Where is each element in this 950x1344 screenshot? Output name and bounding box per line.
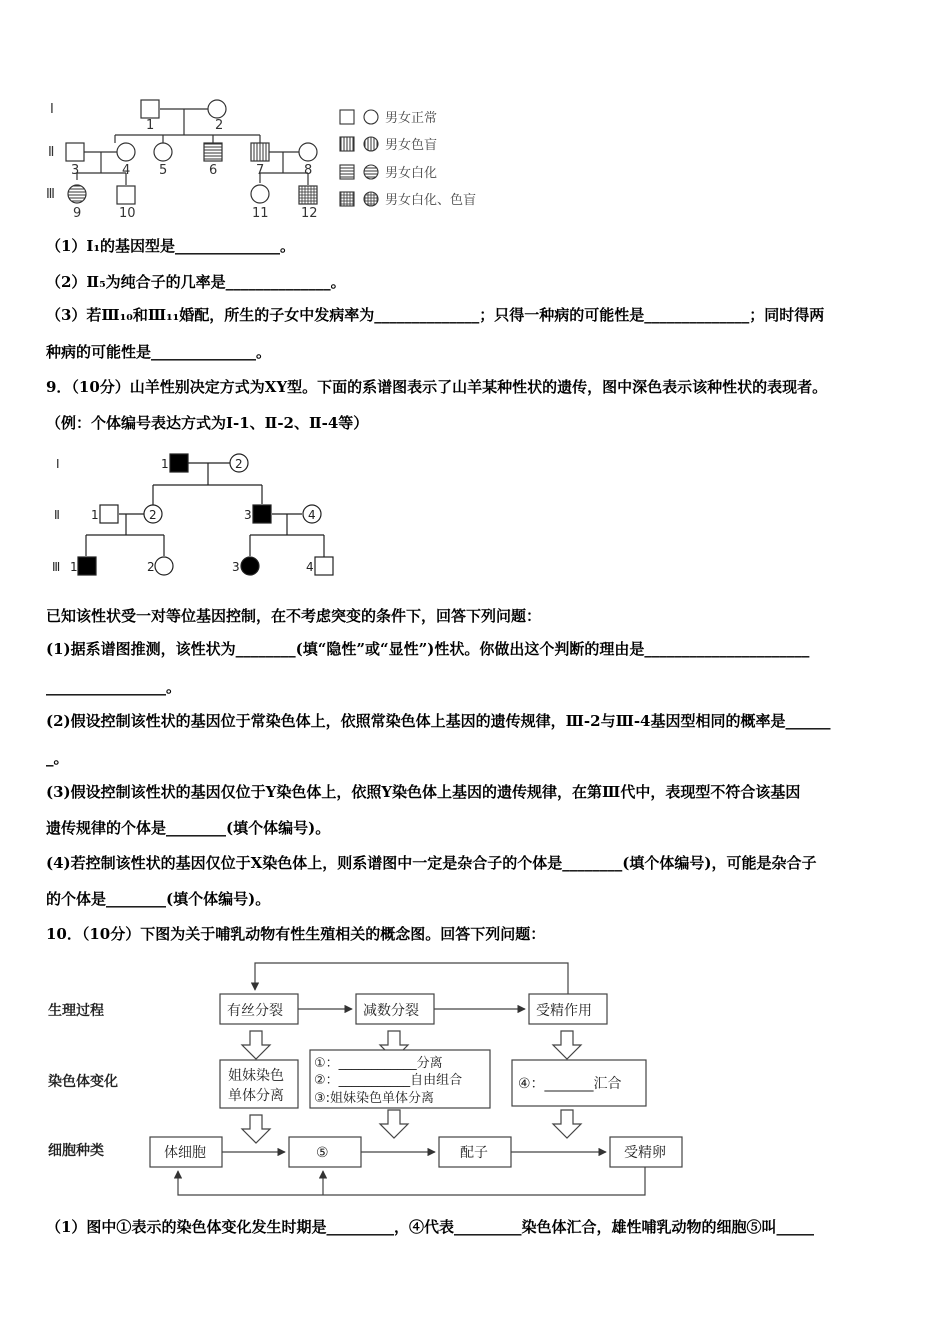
ped1-num: 10 bbox=[119, 206, 136, 221]
cell-zygote: 受精卵 bbox=[624, 1145, 666, 1161]
cell-somatic: 体细胞 bbox=[164, 1145, 206, 1161]
row-label-cell: 细胞种类 bbox=[48, 1143, 104, 1159]
q9-line-2: （例：个体编号表达方式为Ⅰ-1、Ⅱ-2、Ⅱ-4等） bbox=[46, 414, 369, 432]
ped2-num: 1 bbox=[70, 560, 78, 574]
q9-line-3: 已知该性状受一对等位基因控制，在不考虑突变的条件下，回答下列问题： bbox=[46, 607, 542, 625]
ped2-III-1 bbox=[78, 557, 96, 575]
ped2-gen-I: Ⅰ bbox=[56, 457, 60, 471]
chrom-meiosis-3: ③:姐妹染色单体分离 bbox=[314, 1091, 435, 1106]
row-label-chromosome: 染色体变化 bbox=[48, 1074, 118, 1090]
ped2-II-1 bbox=[100, 505, 118, 523]
ped2-num: 3 bbox=[232, 560, 240, 574]
ped2-II-3 bbox=[253, 505, 271, 523]
concept-map bbox=[40, 955, 700, 1205]
q9-line-10: (4)若控制该性状的基因仅位于X染色体上，则系谱图中一定是杂合子的个体是________(填个体编号)，可能是杂合子 bbox=[46, 854, 817, 872]
ped2-num: 1 bbox=[161, 457, 169, 471]
ped1-num: 4 bbox=[122, 163, 131, 178]
legend-both-male-icon bbox=[340, 192, 354, 206]
q9-line-11: 的个体是________(填个体编号)。 bbox=[46, 890, 271, 908]
process-meiosis: 减数分裂 bbox=[363, 1003, 419, 1019]
q9-line-4: (1)据系谱图推测，该性状为________(填“隐性”或“显性”)性状。你做出这个判断的理由是______________________ bbox=[46, 640, 810, 658]
ped2-I-1 bbox=[170, 454, 188, 472]
ped2-num: 2 bbox=[235, 457, 243, 471]
q9-line-5: ________________。 bbox=[46, 678, 182, 696]
ped1-III-11 bbox=[251, 185, 269, 203]
ped2-III-3 bbox=[241, 557, 259, 575]
ped1-num: 9 bbox=[73, 206, 82, 221]
pedigree-chart-2 bbox=[40, 445, 360, 585]
ped1-num: 12 bbox=[301, 206, 318, 221]
q9-line-8: (3)假设控制该性状的基因仅位于Y染色体上，依照Y染色体上基因的遗传规律，在第Ⅲ代中，表现型不符合该基因 bbox=[46, 783, 801, 801]
ped1-II-4 bbox=[117, 143, 135, 161]
chrom-mitosis-line1: 姐妹染色 bbox=[228, 1068, 284, 1084]
ped1-II-3 bbox=[66, 143, 84, 161]
ped1-num: 6 bbox=[209, 163, 218, 178]
q9-line-1: 9．（10分）山羊性别决定方式为XY型。下面的系谱图表示了山羊某种性状的遗传，图中深色表示该种性状的表现者。 bbox=[46, 378, 828, 396]
ped2-III-2 bbox=[155, 557, 173, 575]
ped1-III-10 bbox=[117, 186, 135, 204]
ped1-num: 8 bbox=[304, 163, 313, 178]
ped1-num: 7 bbox=[256, 163, 265, 178]
q9-line-9: 遗传规律的个体是________(填个体编号)。 bbox=[46, 819, 331, 837]
chrom-fertilization: ④：_______汇合 bbox=[518, 1076, 622, 1092]
ped2-num: 4 bbox=[308, 508, 316, 522]
ped2-num: 1 bbox=[91, 508, 99, 522]
legend-both-female-icon bbox=[364, 192, 378, 206]
cell-5: ⑤ bbox=[316, 1145, 329, 1161]
legend-normal-male-icon bbox=[340, 110, 354, 124]
chrom-meiosis-1: ①：____________分离 bbox=[314, 1056, 443, 1071]
ped1-I-2 bbox=[208, 100, 226, 118]
legend-albino-male-icon bbox=[340, 165, 354, 179]
ped2-III-4 bbox=[315, 557, 333, 575]
pedigree-chart-1 bbox=[40, 95, 510, 225]
legend-label: 男女白化、色盲 bbox=[385, 193, 477, 208]
q10-line-1: 10．（10分）下图为关于哺乳动物有性生殖相关的概念图。回答下列问题： bbox=[46, 925, 546, 943]
ped1-II-6 bbox=[204, 143, 222, 161]
ped1-gen-I: Ⅰ bbox=[50, 102, 54, 117]
process-fertilization: 受精作用 bbox=[536, 1003, 592, 1019]
q8-line-4: 种病的可能性是______________。 bbox=[46, 343, 272, 361]
ped1-num: 3 bbox=[71, 163, 80, 178]
legend-label: 男女正常 bbox=[385, 111, 438, 126]
ped1-II-5 bbox=[154, 143, 172, 161]
legend-label: 男女白化 bbox=[385, 166, 438, 181]
q9-line-7: _。 bbox=[46, 749, 69, 767]
legend-albino-female-icon bbox=[364, 165, 378, 179]
ped1-III-12 bbox=[299, 186, 317, 204]
ped1-II-7 bbox=[251, 143, 269, 161]
legend-colorblind-male-icon bbox=[340, 137, 354, 151]
legend-colorblind-female-icon bbox=[364, 137, 378, 151]
row-label-process: 生理过程 bbox=[48, 1003, 104, 1019]
q10-line-2: （1）图中①表示的染色体变化发生时期是_________，④代表_________染色体汇合，雄性哺乳动物的细胞⑤叫_____ bbox=[46, 1218, 814, 1236]
process-mitosis: 有丝分裂 bbox=[227, 1003, 283, 1019]
legend-label: 男女色盲 bbox=[385, 138, 438, 153]
ped2-num: 4 bbox=[306, 560, 314, 574]
ped1-num: 2 bbox=[215, 118, 224, 133]
ped2-num: 3 bbox=[244, 508, 252, 522]
ped2-num: 2 bbox=[147, 560, 155, 574]
cell-gamete: 配子 bbox=[460, 1145, 488, 1161]
q8-line-2: （2）Ⅱ₅为纯合子的几率是______________。 bbox=[46, 273, 346, 291]
chrom-meiosis-2: ②：___________自由组合 bbox=[314, 1073, 463, 1088]
ped2-num: 2 bbox=[149, 508, 157, 522]
ped2-gen-III: Ⅲ bbox=[52, 560, 61, 574]
ped1-II-8 bbox=[299, 143, 317, 161]
q8-line-3: （3）若Ⅲ₁₀和Ⅲ₁₁婚配，所生的子女中发病率为______________；只得一种病的可能性是______________；同时得两 bbox=[46, 306, 825, 324]
ped2-gen-II: Ⅱ bbox=[54, 508, 60, 522]
ped1-num: 11 bbox=[252, 206, 269, 221]
ped1-I-1 bbox=[141, 100, 159, 118]
ped1-III-9 bbox=[68, 185, 86, 203]
q8-line-1: （1）Ⅰ₁的基因型是______________。 bbox=[46, 237, 296, 255]
legend-normal-female-icon bbox=[364, 110, 378, 124]
chrom-mitosis-line2: 单体分离 bbox=[228, 1088, 284, 1104]
ped1-num: 5 bbox=[159, 163, 168, 178]
q9-line-6: (2)假设控制该性状的基因位于常染色体上，依照常染色体上基因的遗传规律，Ⅲ-2与Ⅲ-4基因型相同的概率是______ bbox=[46, 712, 831, 730]
ped1-num: 1 bbox=[146, 118, 155, 133]
ped1-gen-II: Ⅱ bbox=[48, 145, 55, 160]
ped1-gen-III: Ⅲ bbox=[46, 187, 55, 202]
